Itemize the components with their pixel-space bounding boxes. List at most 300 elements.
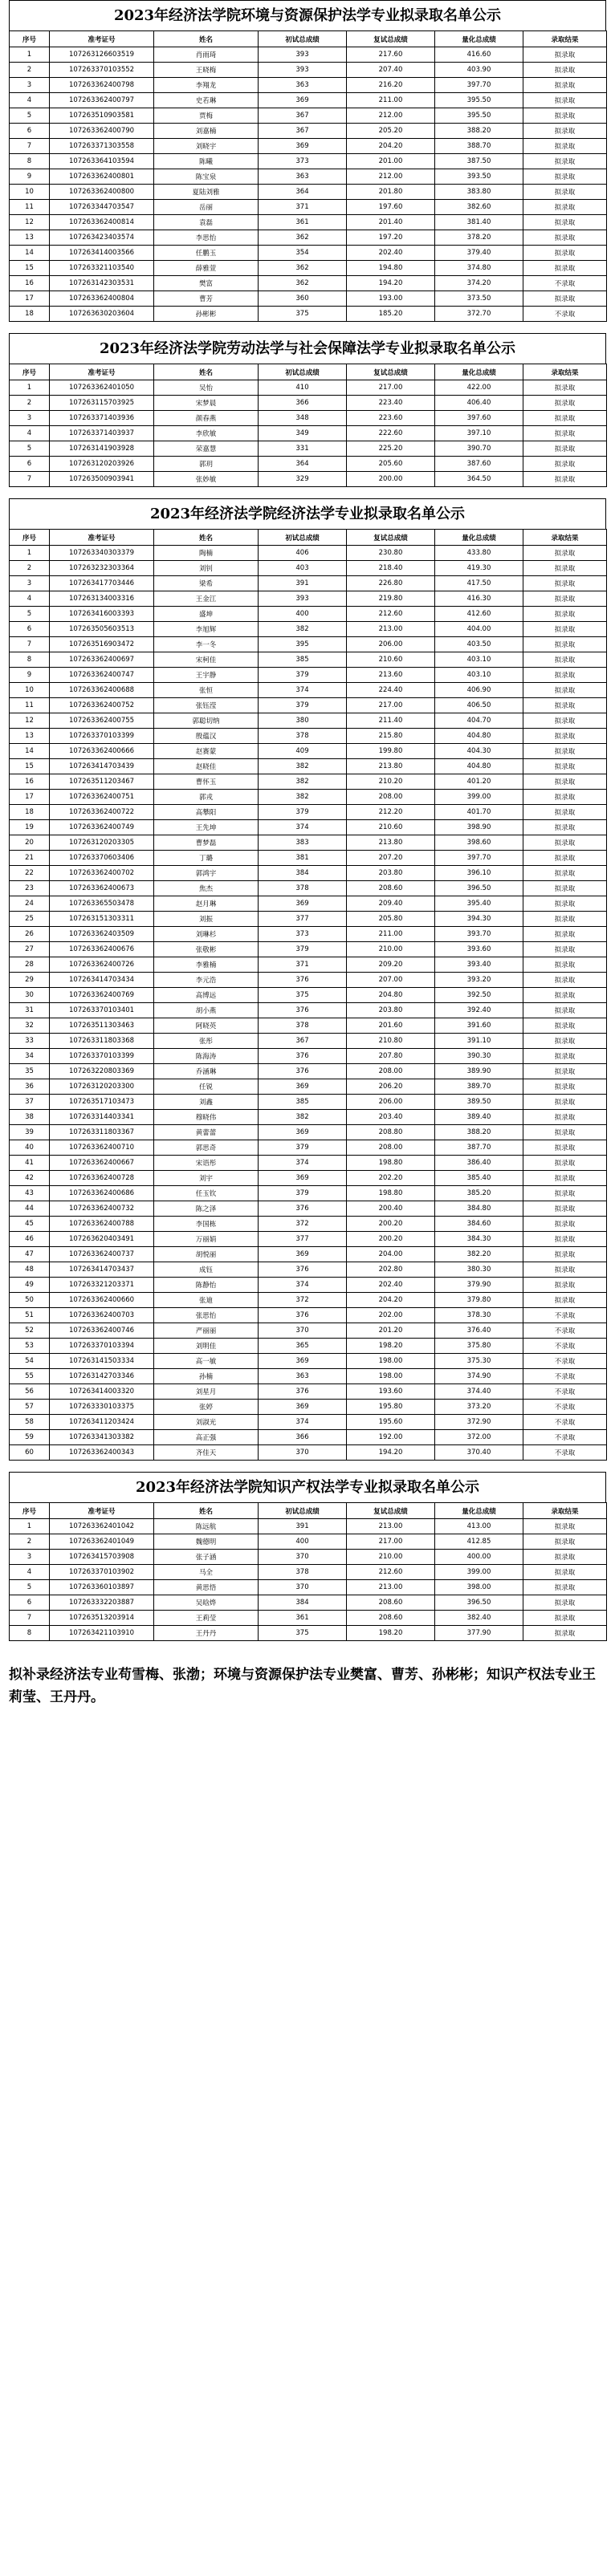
table-cell: 375.30 bbox=[435, 1354, 523, 1369]
table-cell: 1 bbox=[10, 380, 50, 396]
table-cell: 380.30 bbox=[435, 1262, 523, 1278]
table-cell: 367 bbox=[259, 1034, 347, 1049]
table-cell: 378 bbox=[259, 1565, 347, 1580]
table-header-row bbox=[10, 364, 607, 380]
table-cell: 375 bbox=[259, 1626, 347, 1641]
table-cell: 阿晓英 bbox=[154, 1018, 259, 1034]
table-row bbox=[10, 441, 607, 457]
table-cell: 378.20 bbox=[435, 230, 523, 246]
table-cell: 376 bbox=[259, 1049, 347, 1064]
table-cell: 拟录取 bbox=[523, 713, 607, 729]
table-cell: 王晓梅 bbox=[154, 63, 259, 78]
table-cell: 398.00 bbox=[435, 1580, 523, 1595]
table-cell: 15 bbox=[10, 261, 50, 276]
table-cell: 379 bbox=[259, 698, 347, 713]
table-row bbox=[10, 108, 607, 124]
table-cell: 107263370103394 bbox=[50, 1339, 154, 1354]
table-cell: 363 bbox=[259, 169, 347, 185]
table-cell: 201.40 bbox=[347, 215, 435, 230]
table-cell: 373 bbox=[259, 927, 347, 942]
table-row bbox=[10, 1415, 607, 1430]
table-row bbox=[10, 230, 607, 246]
table-cell: 8 bbox=[10, 154, 50, 169]
table-cell: 370 bbox=[259, 1445, 347, 1461]
table-row bbox=[10, 276, 607, 291]
table-cell: 397.70 bbox=[435, 78, 523, 93]
table-cell: 拟录取 bbox=[523, 1262, 607, 1278]
table-row bbox=[10, 896, 607, 912]
table-row bbox=[10, 47, 607, 63]
table-cell: 39 bbox=[10, 1125, 50, 1140]
table-row bbox=[10, 1034, 607, 1049]
table-cell: 樊富 bbox=[154, 276, 259, 291]
column-header: 初试总成绩 bbox=[259, 1503, 347, 1519]
table-cell: 379.80 bbox=[435, 1293, 523, 1308]
table-cell: 陈之泽 bbox=[154, 1201, 259, 1217]
table-cell: 202.20 bbox=[347, 1171, 435, 1186]
table-cell: 381.40 bbox=[435, 215, 523, 230]
table-row bbox=[10, 1125, 607, 1140]
table-cell: 389.40 bbox=[435, 1110, 523, 1125]
table-cell: 391.10 bbox=[435, 1034, 523, 1049]
table-cell: 406 bbox=[259, 546, 347, 561]
table-cell: 206.00 bbox=[347, 637, 435, 652]
table-cell: 51 bbox=[10, 1308, 50, 1323]
table-cell: 高一敏 bbox=[154, 1354, 259, 1369]
table-cell: 拟录取 bbox=[523, 774, 607, 790]
table-row bbox=[10, 1323, 607, 1339]
table-cell: 210.60 bbox=[347, 820, 435, 835]
table-cell: 193.60 bbox=[347, 1384, 435, 1400]
table-cell: 11 bbox=[10, 200, 50, 215]
table-cell: 107263362400751 bbox=[50, 790, 154, 805]
table-cell: 107263414703437 bbox=[50, 1262, 154, 1278]
table-cell: 王先坤 bbox=[154, 820, 259, 835]
table-cell: 212.00 bbox=[347, 169, 435, 185]
table-row bbox=[10, 1201, 607, 1217]
table-cell: 204.80 bbox=[347, 988, 435, 1003]
table-cell: 212.00 bbox=[347, 108, 435, 124]
table-cell: 362 bbox=[259, 276, 347, 291]
table-cell: 8 bbox=[10, 1626, 50, 1641]
table-cell: 374.90 bbox=[435, 1369, 523, 1384]
table-cell: 107263362400769 bbox=[50, 988, 154, 1003]
table-row bbox=[10, 1171, 607, 1186]
table-cell: 398.90 bbox=[435, 820, 523, 835]
table-cell: 107263510903581 bbox=[50, 108, 154, 124]
table-cell: 4 bbox=[10, 93, 50, 108]
table-cell: 24 bbox=[10, 896, 50, 912]
table-cell: 107263321103540 bbox=[50, 261, 154, 276]
table-row bbox=[10, 307, 607, 322]
table-cell: 19 bbox=[10, 820, 50, 835]
table-cell: 205.20 bbox=[347, 124, 435, 139]
table-cell: 219.80 bbox=[347, 591, 435, 607]
table-cell: 12 bbox=[10, 713, 50, 729]
table-cell: 205.80 bbox=[347, 912, 435, 927]
section-gap bbox=[0, 322, 615, 333]
table-cell: 拟录取 bbox=[523, 851, 607, 866]
table-cell: 拟录取 bbox=[523, 1534, 607, 1550]
table-cell: 丁璐 bbox=[154, 851, 259, 866]
table-cell: 107263362401050 bbox=[50, 380, 154, 396]
table-cell: 33 bbox=[10, 1034, 50, 1049]
table-cell: 377 bbox=[259, 912, 347, 927]
table-cell: 376 bbox=[259, 1262, 347, 1278]
table-cell: 孙楠 bbox=[154, 1369, 259, 1384]
table-cell: 任玉钦 bbox=[154, 1186, 259, 1201]
column-header: 序号 bbox=[10, 364, 50, 380]
table-row bbox=[10, 668, 607, 683]
table-cell: 107263371303558 bbox=[50, 139, 154, 154]
table-cell: 拟录取 bbox=[523, 93, 607, 108]
table-cell: 379.40 bbox=[435, 246, 523, 261]
table-cell: 拟录取 bbox=[523, 246, 607, 261]
table-cell: 208.00 bbox=[347, 1064, 435, 1079]
table-cell: 刘晓宇 bbox=[154, 139, 259, 154]
table-cell: 397.70 bbox=[435, 851, 523, 866]
table-cell: 107263362400798 bbox=[50, 78, 154, 93]
table-cell: 拟录取 bbox=[523, 1125, 607, 1140]
table-cell: 拟录取 bbox=[523, 63, 607, 78]
table-cell: 201.80 bbox=[347, 185, 435, 200]
admission-table bbox=[9, 529, 607, 1461]
table-cell: 364 bbox=[259, 185, 347, 200]
table-cell: 陈曦 bbox=[154, 154, 259, 169]
table-cell: 3 bbox=[10, 576, 50, 591]
table-cell: 195.80 bbox=[347, 1400, 435, 1415]
table-cell: 385.20 bbox=[435, 1186, 523, 1201]
table-cell: 107263330103375 bbox=[50, 1400, 154, 1415]
table-cell: 拟录取 bbox=[523, 1626, 607, 1641]
table-cell: 拟录取 bbox=[523, 472, 607, 487]
table-cell: 422.00 bbox=[435, 380, 523, 396]
section-gap bbox=[0, 1641, 615, 1652]
table-cell: 107263362400703 bbox=[50, 1308, 154, 1323]
table-cell: 378 bbox=[259, 729, 347, 744]
table-cell: 5 bbox=[10, 607, 50, 622]
table-cell: 369 bbox=[259, 1247, 347, 1262]
table-cell: 207.00 bbox=[347, 973, 435, 988]
table-cell: 殷蕴汉 bbox=[154, 729, 259, 744]
table-cell: 207.20 bbox=[347, 851, 435, 866]
column-header: 量化总成绩 bbox=[435, 31, 523, 47]
table-cell: 381 bbox=[259, 851, 347, 866]
table-row bbox=[10, 93, 607, 108]
table-cell: 拟录取 bbox=[523, 108, 607, 124]
table-cell: 成钰 bbox=[154, 1262, 259, 1278]
table-cell: 107263630203604 bbox=[50, 307, 154, 322]
table-cell: 225.20 bbox=[347, 441, 435, 457]
table-cell: 拟录取 bbox=[523, 957, 607, 973]
table-cell: 拟录取 bbox=[523, 942, 607, 957]
table-cell: 拟录取 bbox=[523, 698, 607, 713]
table-cell: 拟录取 bbox=[523, 1110, 607, 1125]
table-row bbox=[10, 576, 607, 591]
column-header: 复试总成绩 bbox=[347, 1503, 435, 1519]
table-cell: 370 bbox=[259, 1580, 347, 1595]
table-row bbox=[10, 185, 607, 200]
column-header: 准考证号 bbox=[50, 530, 154, 546]
table-cell: 20 bbox=[10, 835, 50, 851]
table-row bbox=[10, 1308, 607, 1323]
table-cell: 384 bbox=[259, 866, 347, 881]
table-cell: 377 bbox=[259, 1232, 347, 1247]
table-cell: 210.80 bbox=[347, 1034, 435, 1049]
table-cell: 393.40 bbox=[435, 957, 523, 973]
table-cell: 201.60 bbox=[347, 1018, 435, 1034]
table-cell: 107263115703925 bbox=[50, 396, 154, 411]
table-row bbox=[10, 1095, 607, 1110]
table-cell: 拟录取 bbox=[523, 591, 607, 607]
table-cell: 29 bbox=[10, 973, 50, 988]
table-cell: 宋梦晨 bbox=[154, 396, 259, 411]
table-cell: 2 bbox=[10, 63, 50, 78]
table-row bbox=[10, 851, 607, 866]
table-row bbox=[10, 78, 607, 93]
table-cell: 颜春燕 bbox=[154, 411, 259, 426]
table-cell: 382.40 bbox=[435, 1611, 523, 1626]
table-cell: 袁磊 bbox=[154, 215, 259, 230]
table-cell: 107263362400801 bbox=[50, 169, 154, 185]
table-cell: 206.20 bbox=[347, 1079, 435, 1095]
table-cell: 197.60 bbox=[347, 200, 435, 215]
column-header: 序号 bbox=[10, 530, 50, 546]
table-cell: 185.20 bbox=[347, 307, 435, 322]
table-cell: 107263141503334 bbox=[50, 1354, 154, 1369]
table-cell: 拟录取 bbox=[523, 1217, 607, 1232]
table-cell: 217.00 bbox=[347, 698, 435, 713]
table-header-row bbox=[10, 1503, 607, 1519]
table-cell: 417.50 bbox=[435, 576, 523, 591]
table-cell: 拟录取 bbox=[523, 1171, 607, 1186]
table-cell: 404.70 bbox=[435, 713, 523, 729]
table-cell: 201.20 bbox=[347, 1323, 435, 1339]
table-cell: 16 bbox=[10, 774, 50, 790]
table-cell: 拟录取 bbox=[523, 1595, 607, 1611]
table-cell: 刘振 bbox=[154, 912, 259, 927]
table-row bbox=[10, 1550, 607, 1565]
table-cell: 拟录取 bbox=[523, 683, 607, 698]
table-cell: 107263423403574 bbox=[50, 230, 154, 246]
table-cell: 拟录取 bbox=[523, 790, 607, 805]
table-cell: 拟录取 bbox=[523, 835, 607, 851]
table-cell: 406.40 bbox=[435, 396, 523, 411]
table-cell: 107263362403509 bbox=[50, 927, 154, 942]
table-row bbox=[10, 683, 607, 698]
table-cell: 207.40 bbox=[347, 63, 435, 78]
table-cell: 372 bbox=[259, 1293, 347, 1308]
table-cell: 390.70 bbox=[435, 441, 523, 457]
table-cell: 107263126603519 bbox=[50, 47, 154, 63]
table-cell: 107263362400722 bbox=[50, 805, 154, 820]
table-cell: 13 bbox=[10, 230, 50, 246]
table-cell: 416.60 bbox=[435, 47, 523, 63]
admission-section bbox=[9, 498, 606, 1461]
table-cell: 396.50 bbox=[435, 1595, 523, 1611]
table-row bbox=[10, 200, 607, 215]
table-row bbox=[10, 1110, 607, 1125]
table-header-row bbox=[10, 31, 607, 47]
table-row bbox=[10, 713, 607, 729]
table-cell: 拟录取 bbox=[523, 1079, 607, 1095]
table-cell: 401.70 bbox=[435, 805, 523, 820]
table-cell: 391.60 bbox=[435, 1018, 523, 1034]
table-cell: 194.20 bbox=[347, 1445, 435, 1461]
table-cell: 107263362400749 bbox=[50, 820, 154, 835]
table-row bbox=[10, 1217, 607, 1232]
table-cell: 58 bbox=[10, 1415, 50, 1430]
table-cell: 严丽丽 bbox=[154, 1323, 259, 1339]
table-row bbox=[10, 1565, 607, 1580]
table-cell: 107263332203887 bbox=[50, 1595, 154, 1611]
table-cell: 拟录取 bbox=[523, 622, 607, 637]
column-header: 准考证号 bbox=[50, 364, 154, 380]
table-cell: 李元浩 bbox=[154, 973, 259, 988]
table-cell: 107263362400660 bbox=[50, 1293, 154, 1308]
table-row bbox=[10, 652, 607, 668]
table-cell: 万丽娟 bbox=[154, 1232, 259, 1247]
table-cell: 47 bbox=[10, 1247, 50, 1262]
table-row bbox=[10, 1369, 607, 1384]
table-cell: 107263362400737 bbox=[50, 1247, 154, 1262]
table-cell: 拟录取 bbox=[523, 185, 607, 200]
table-cell: 202.00 bbox=[347, 1308, 435, 1323]
column-header: 量化总成绩 bbox=[435, 1503, 523, 1519]
table-cell: 贾梅 bbox=[154, 108, 259, 124]
table-cell: 397.60 bbox=[435, 411, 523, 426]
table-cell: 拟录取 bbox=[523, 169, 607, 185]
table-cell: 223.60 bbox=[347, 411, 435, 426]
table-cell: 46 bbox=[10, 1232, 50, 1247]
table-cell: 374.40 bbox=[435, 1384, 523, 1400]
table-row bbox=[10, 411, 607, 426]
table-cell: 349 bbox=[259, 426, 347, 441]
table-cell: 拟录取 bbox=[523, 561, 607, 576]
admission-section bbox=[9, 1472, 606, 1641]
table-cell: 217.00 bbox=[347, 1534, 435, 1550]
table-cell: 369 bbox=[259, 93, 347, 108]
table-cell: 16 bbox=[10, 276, 50, 291]
table-cell: 拟录取 bbox=[523, 927, 607, 942]
table-cell: 379 bbox=[259, 1186, 347, 1201]
table-cell: 薛雅萱 bbox=[154, 261, 259, 276]
table-cell: 拟录取 bbox=[523, 866, 607, 881]
table-cell: 382 bbox=[259, 790, 347, 805]
table-cell: 375 bbox=[259, 307, 347, 322]
table-cell: 107263371403936 bbox=[50, 411, 154, 426]
table-cell: 201.00 bbox=[347, 154, 435, 169]
table-cell: 371 bbox=[259, 200, 347, 215]
table-cell: 拟录取 bbox=[523, 607, 607, 622]
table-cell: 40 bbox=[10, 1140, 50, 1156]
table-cell: 206.00 bbox=[347, 1095, 435, 1110]
table-cell: 拟录取 bbox=[523, 47, 607, 63]
table-row bbox=[10, 942, 607, 957]
table-cell: 7 bbox=[10, 472, 50, 487]
table-row bbox=[10, 1430, 607, 1445]
column-header: 复试总成绩 bbox=[347, 31, 435, 47]
table-cell: 拟录取 bbox=[523, 1003, 607, 1018]
table-cell: 366 bbox=[259, 396, 347, 411]
table-row bbox=[10, 1079, 607, 1095]
table-row bbox=[10, 1003, 607, 1018]
table-row bbox=[10, 881, 607, 896]
table-cell: 224.40 bbox=[347, 683, 435, 698]
table-cell: 刘琳杉 bbox=[154, 927, 259, 942]
table-cell: 王金江 bbox=[154, 591, 259, 607]
table-cell: 367 bbox=[259, 108, 347, 124]
table-cell: 400 bbox=[259, 607, 347, 622]
column-header: 初试总成绩 bbox=[259, 31, 347, 47]
table-row bbox=[10, 246, 607, 261]
table-cell: 213.80 bbox=[347, 759, 435, 774]
table-cell: 212.20 bbox=[347, 805, 435, 820]
table-cell: 376.40 bbox=[435, 1323, 523, 1339]
table-cell: 107263511303463 bbox=[50, 1018, 154, 1034]
table-cell: 217.00 bbox=[347, 380, 435, 396]
table-cell: 1 bbox=[10, 47, 50, 63]
table-cell: 拟录取 bbox=[523, 1095, 607, 1110]
table-cell: 拟录取 bbox=[523, 759, 607, 774]
table-cell: 200.20 bbox=[347, 1217, 435, 1232]
table-cell: 张钰滢 bbox=[154, 698, 259, 713]
table-cell: 史若琳 bbox=[154, 93, 259, 108]
table-row bbox=[10, 139, 607, 154]
table-row bbox=[10, 215, 607, 230]
table-cell: 107263362400676 bbox=[50, 942, 154, 957]
table-cell: 388.20 bbox=[435, 1125, 523, 1140]
table-cell: 376 bbox=[259, 1384, 347, 1400]
table-cell: 107263232303364 bbox=[50, 561, 154, 576]
table-cell: 393.70 bbox=[435, 927, 523, 942]
table-cell: 393 bbox=[259, 63, 347, 78]
table-cell: 372.70 bbox=[435, 307, 523, 322]
table-cell: 370 bbox=[259, 1323, 347, 1339]
table-cell: 403.50 bbox=[435, 637, 523, 652]
table-cell: 395 bbox=[259, 637, 347, 652]
section-title: 2023年经济法学院环境与资源保护法学专业拟录取名单公示 bbox=[9, 0, 606, 30]
table-cell: 107263142703346 bbox=[50, 1369, 154, 1384]
table-cell: 2 bbox=[10, 396, 50, 411]
table-cell: 395.50 bbox=[435, 93, 523, 108]
section-title: 2023年经济法学院劳动法学与社会保障法学专业拟录取名单公示 bbox=[9, 333, 606, 364]
table-cell: 107263370103399 bbox=[50, 729, 154, 744]
table-cell: 拟录取 bbox=[523, 139, 607, 154]
table-cell: 376 bbox=[259, 1064, 347, 1079]
table-cell: 10 bbox=[10, 185, 50, 200]
table-cell: 107263362400673 bbox=[50, 881, 154, 896]
table-cell: 黄蕾蕾 bbox=[154, 1125, 259, 1140]
table-cell: 刘明佳 bbox=[154, 1339, 259, 1354]
table-cell: 107263364103594 bbox=[50, 154, 154, 169]
table-row bbox=[10, 866, 607, 881]
table-cell: 107263414703439 bbox=[50, 759, 154, 774]
table-cell: 210.00 bbox=[347, 1550, 435, 1565]
table-row bbox=[10, 1186, 607, 1201]
table-cell: 416.30 bbox=[435, 591, 523, 607]
table-cell: 107263340303379 bbox=[50, 546, 154, 561]
table-cell: 363 bbox=[259, 78, 347, 93]
table-cell: 17 bbox=[10, 291, 50, 307]
table-cell: 9 bbox=[10, 668, 50, 683]
table-cell: 198.00 bbox=[347, 1354, 435, 1369]
table-cell: 拟录取 bbox=[523, 154, 607, 169]
table-cell: 郭戎 bbox=[154, 790, 259, 805]
table-cell: 369 bbox=[259, 139, 347, 154]
table-cell: 穆晓伟 bbox=[154, 1110, 259, 1125]
table-cell: 392.50 bbox=[435, 988, 523, 1003]
